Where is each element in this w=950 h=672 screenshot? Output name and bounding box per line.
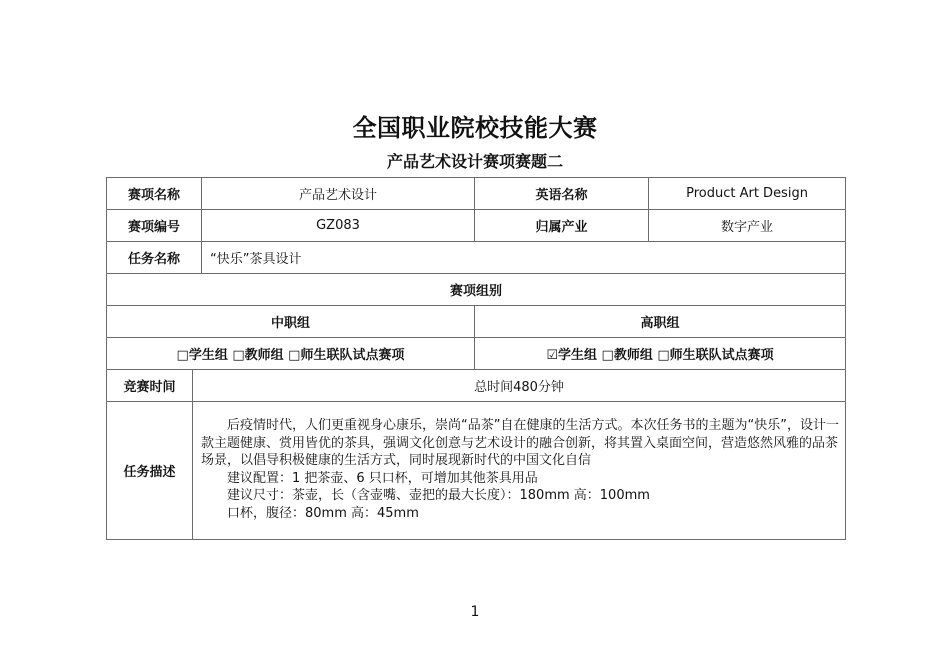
time-value: 总时间480分钟	[193, 370, 846, 402]
description-config-line: 建议配置：1 把茶壶、6 只口杯，可增加其他茶具用品	[227, 470, 538, 486]
document-title: 全国职业院校技能大赛	[352, 114, 598, 142]
group-title: 赛项组别	[107, 274, 846, 306]
table-row	[107, 242, 846, 274]
description-body	[193, 402, 846, 540]
time-label: 竞赛时间	[107, 370, 193, 402]
name-value: 产品艺术设计	[202, 178, 475, 210]
mid-group-label: 中职组	[107, 306, 475, 338]
task-name-value: “快乐”茶具设计	[202, 242, 846, 274]
table-row	[107, 274, 846, 306]
page-number: 1	[470, 604, 480, 620]
code-label: 赛项编号	[107, 210, 202, 242]
table-row	[107, 402, 846, 540]
table-row	[107, 306, 846, 338]
mid-group-options: □学生组 □教师组 □师生联队试点赛项	[107, 338, 475, 370]
industry-label: 归属产业	[475, 210, 649, 242]
english-label: 英语名称	[475, 178, 649, 210]
description-paragraph: 后疫情时代，人们更重视身心康乐，崇尚“品茶”自在健康的生活方式。本次任务书的主题为“快乐”，设计一款主题健康、赏用皆优的茶具，强调文化创意与艺术设计的融合创新，将其置入桌面空间，营造悠然风雅的品茶场景，以倡导积极健康的生活方式，同时展现新时代的中国文化自信	[201, 418, 839, 468]
code-value: GZ083	[202, 210, 475, 242]
description-cup-line: 口杯，腹径：80mm 高：45mm	[227, 505, 419, 521]
english-value: Product Art Design	[649, 178, 846, 210]
table-row	[107, 338, 846, 370]
competition-info-table	[106, 177, 846, 540]
description-label: 任务描述	[107, 402, 193, 540]
high-group-label: 高职组	[475, 306, 846, 338]
industry-value: 数字产业	[649, 210, 846, 242]
table-row	[107, 370, 846, 402]
high-group-options: ☑学生组 □教师组 □师生联队试点赛项	[475, 338, 846, 370]
table-row	[107, 210, 846, 242]
task-name-label: 任务名称	[107, 242, 202, 274]
table-row	[107, 178, 846, 210]
document-subtitle: 产品艺术设计赛项赛题二	[386, 152, 563, 171]
name-label: 赛项名称	[107, 178, 202, 210]
description-size-line: 建议尺寸：茶壶，长（含壶嘴、壶把的最大长度）：180mm 高：100mm	[227, 488, 650, 503]
